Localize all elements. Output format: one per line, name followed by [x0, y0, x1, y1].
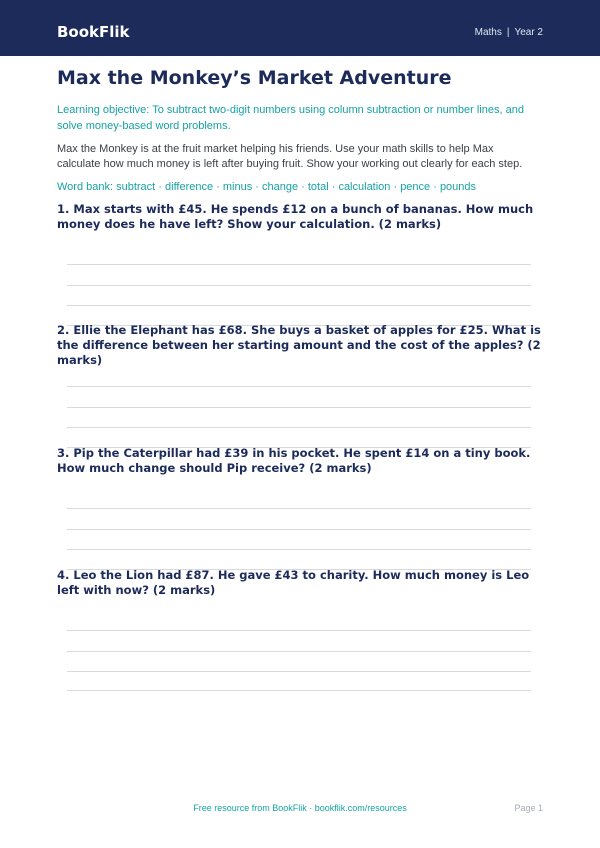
page-header	[0, 0, 600, 56]
learning-objective: Learning objective: To subtract two-digit numbers using column subtraction or number lines, and solve money-based word problems.	[57, 104, 524, 132]
answer-line[interactable]	[67, 690, 531, 691]
question-text: 3. Pip the Caterpillar had £39 in his pocket. He spent £14 on a tiny book. How much change should Pip receive? (2 marks)	[57, 446, 531, 475]
brand-logo-text: BookFlik	[57, 23, 130, 41]
page-title: Max the Monkey’s Market Adventure	[57, 67, 452, 89]
answer-line[interactable]	[67, 264, 531, 265]
footer-resource-link[interactable]: Free resource from BookFlik · bookflik.com/resources	[193, 803, 407, 813]
answer-line[interactable]	[67, 529, 531, 530]
answer-line[interactable]	[67, 630, 531, 631]
answer-line[interactable]	[67, 285, 531, 286]
answer-line[interactable]	[67, 549, 531, 550]
subject-label: Maths	[474, 27, 502, 38]
question-text: 4. Leo the Lion had £87. He gave £43 to charity. How much money is Leo left with now? (2 marks)	[57, 568, 530, 597]
intro-paragraph: Max the Monkey is at the fruit market helping his friends. Use your math skills to help Max calculate how much money is left after buying fruit. Show your working out clearly for each step.	[57, 143, 523, 170]
answer-line[interactable]	[67, 305, 531, 306]
answer-line[interactable]	[67, 671, 531, 672]
question-text: 1. Max starts with £45. He spends £12 on a bunch of bananas. How much money does he have left? Show your calculation. (2 marks)	[57, 202, 534, 231]
question-2	[57, 323, 543, 368]
answer-line[interactable]	[67, 651, 531, 652]
page-number: Page 1	[514, 803, 543, 813]
answer-line[interactable]	[67, 407, 531, 408]
question-3	[57, 446, 543, 476]
answer-line[interactable]	[67, 386, 531, 387]
question-4	[57, 568, 543, 598]
answer-line[interactable]	[67, 508, 531, 509]
header-meta	[475, 26, 543, 40]
worksheet-intro	[57, 64, 537, 195]
word-bank: Word bank: subtract · difference · minus · change · total · calculation · pence · pounds	[57, 181, 477, 193]
answer-line[interactable]	[67, 427, 531, 428]
meta-separator: |	[506, 27, 510, 38]
question-text: 2. Ellie the Elephant has £68. She buys a basket of apples for £25. What is the difference between her starting amount and the cost of the apples? (2 marks)	[57, 323, 541, 367]
question-1	[57, 202, 543, 232]
year-label: Year 2	[514, 27, 543, 38]
